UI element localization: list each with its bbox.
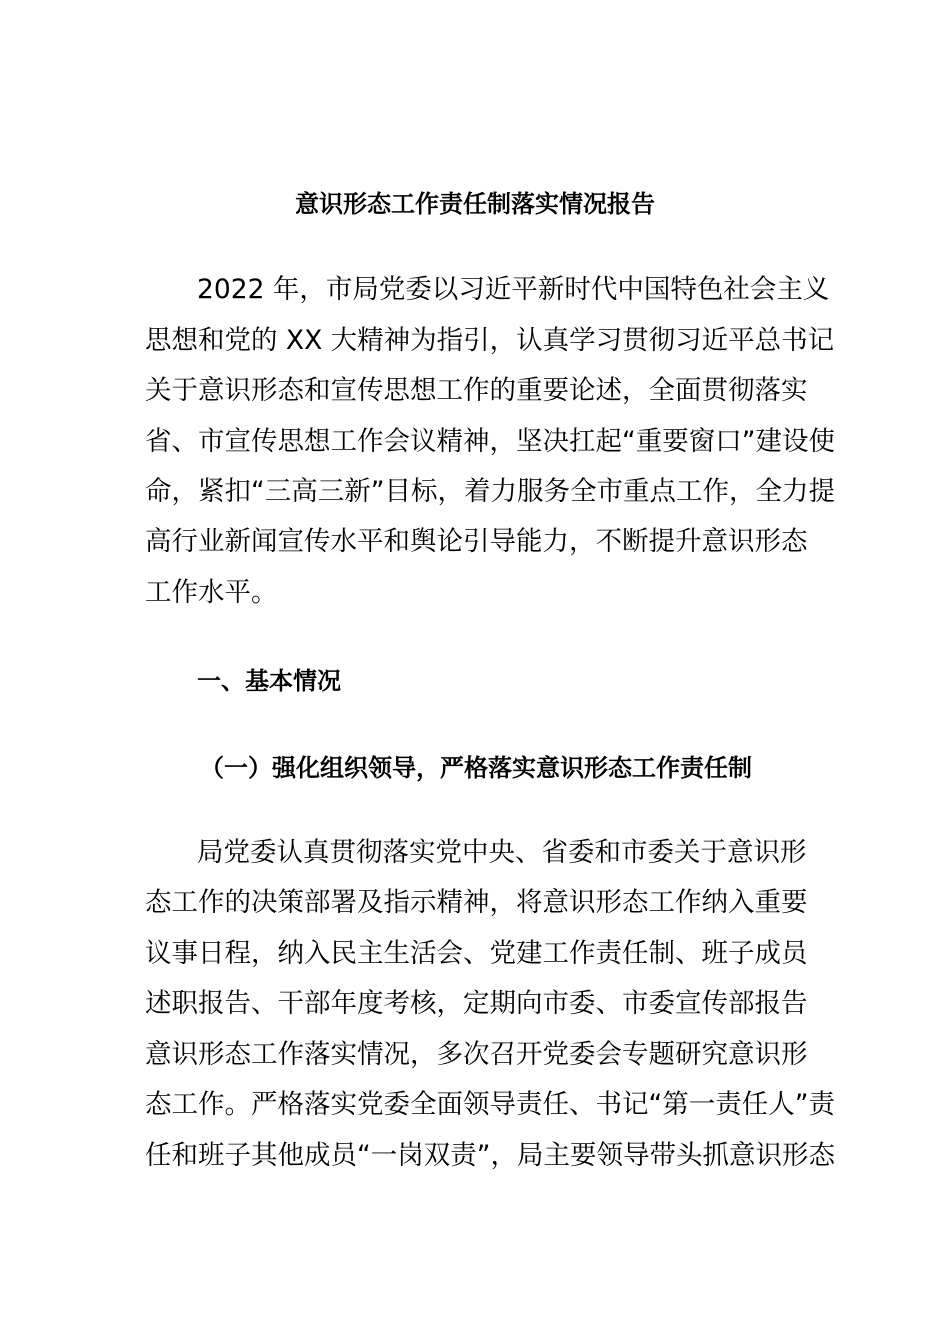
document-title: 意识形态工作责任制落实情况报告 [295, 190, 655, 218]
body-line: 局党委认真贯彻落实党中央、省委和市委关于意识形 [197, 837, 807, 868]
intro-line: 省、市宣传思想工作会议精神，坚决扛起“重要窗口”建设使 [145, 426, 835, 457]
intro-line: 2022 年，市局党委以习近平新时代中国特色社会主义 [197, 274, 830, 305]
subsection-heading: （一）强化组织领导，严格落实意识形态工作责任制 [200, 754, 752, 782]
intro-line: 工作水平。 [145, 577, 278, 608]
intro-line: 高行业新闻宣传水平和舆论引导能力，不断提升意识形态 [145, 526, 808, 557]
body-line: 态工作。严格落实党委全面领导责任、书记“第一责任人”责 [145, 1089, 835, 1120]
body-line: 议事日程，纳入民主生活会、党建工作责任制、班子成员 [145, 938, 808, 969]
body-line: 述职报告、干部年度考核，定期向市委、市委宣传部报告 [145, 988, 808, 1019]
body-line: 任和班子其他成员“一岗双责”，局主要领导带头抓意识形态 [145, 1140, 835, 1171]
intro-line: 命，紧扣“三高三新”目标，着力服务全市重点工作，全力提 [145, 476, 835, 507]
intro-line: 关于意识形态和宣传思想工作的重要论述，全面贯彻落实 [145, 375, 808, 406]
body-line: 意识形态工作落实情况，多次召开党委会专题研究意识形 [145, 1039, 808, 1070]
section-heading: 一、基本情况 [197, 667, 341, 695]
body-line: 态工作的决策部署及指示精神，将意识形态工作纳入重要 [145, 887, 808, 918]
intro-line: 思想和党的 XX 大精神为指引，认真学习贯彻习近平总书记 [145, 325, 835, 356]
